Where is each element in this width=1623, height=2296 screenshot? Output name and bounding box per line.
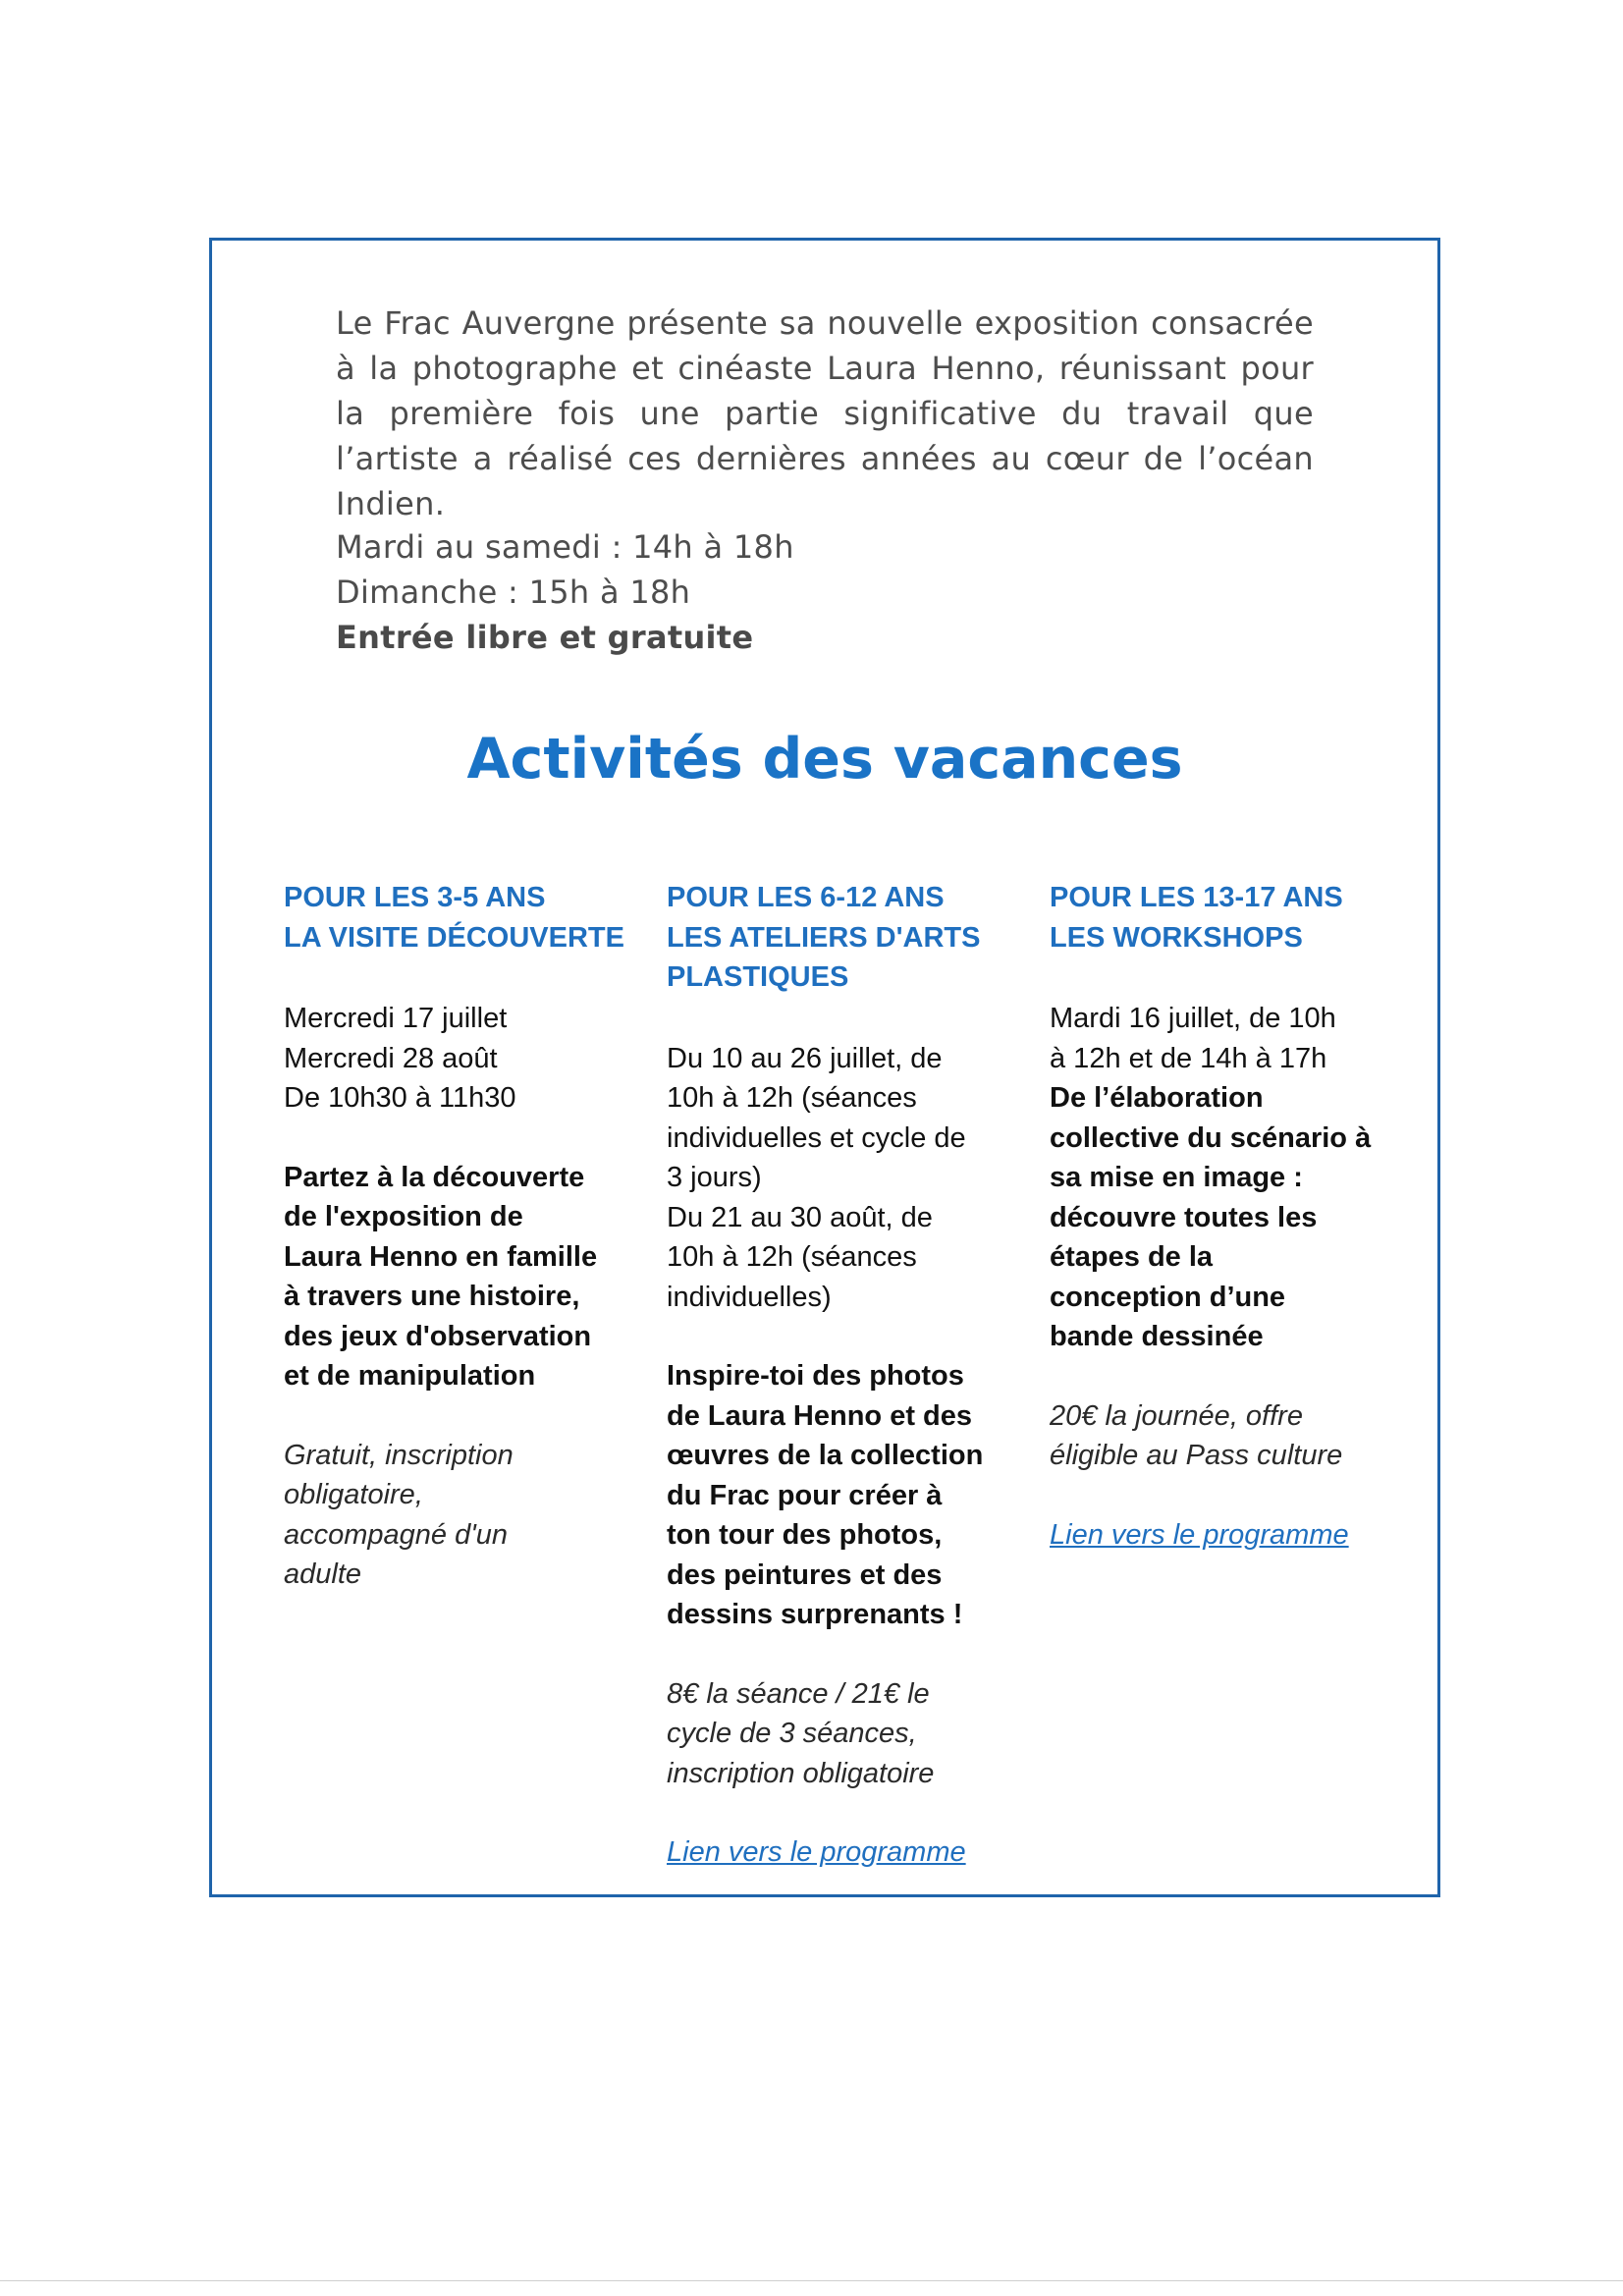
description-line: Inspire-toi des photos xyxy=(667,1360,964,1392)
date-line: individuelles et cycle de xyxy=(667,1121,966,1154)
price-line: adulte xyxy=(284,1558,362,1590)
activity-price xyxy=(1050,1396,1403,1476)
activity-dates xyxy=(284,999,637,1119)
activity-column-3-5 xyxy=(284,878,637,1595)
description-line: Partez à la découverte xyxy=(284,1161,585,1193)
date-line: 10h à 12h (séances xyxy=(667,1082,917,1114)
date-line: Du 10 au 26 juillet, de xyxy=(667,1042,943,1074)
description-line: œuvres de la collection xyxy=(667,1440,984,1471)
description-line: à travers une histoire, xyxy=(284,1281,580,1312)
description-line: De l’élaboration xyxy=(1050,1082,1264,1114)
heading-line: LES WORKSHOPS xyxy=(1050,921,1303,954)
program-link[interactable]: Lien vers le programme xyxy=(667,1836,966,1868)
hours-weekdays: Mardi au samedi : 14h à 18h xyxy=(336,528,794,566)
price-line: 20€ la journée, offre xyxy=(1050,1399,1303,1432)
activity-dates xyxy=(1050,999,1403,1078)
description-line: ton tour des photos, xyxy=(667,1519,943,1551)
activity-dates xyxy=(667,1039,1020,1318)
description-line: étapes de la xyxy=(1050,1241,1214,1273)
activity-price xyxy=(284,1436,637,1595)
activity-column-13-17 xyxy=(1050,878,1403,1555)
date-line: De 10h30 à 11h30 xyxy=(284,1082,516,1114)
link-wrapper xyxy=(667,1832,1020,1873)
program-link[interactable]: Lien vers le programme xyxy=(1050,1518,1349,1551)
description-line: et de manipulation xyxy=(284,1360,536,1392)
opening-hours xyxy=(336,524,794,660)
description-line: des peintures et des xyxy=(667,1558,943,1591)
price-line: accompagné d'un xyxy=(284,1518,509,1551)
date-line: Du 21 au 30 août, de xyxy=(667,1201,933,1233)
column-heading xyxy=(1050,878,1403,957)
date-line: 3 jours) xyxy=(667,1162,762,1193)
heading-line: PLASTIQUES xyxy=(667,961,849,993)
column-heading xyxy=(667,878,1020,998)
description-line: bande dessinée xyxy=(1050,1321,1264,1352)
hours-sunday: Dimanche : 15h à 18h xyxy=(336,574,691,611)
heading-line: LES ATELIERS D'ARTS xyxy=(667,921,981,954)
description-line: conception d’une xyxy=(1050,1281,1286,1313)
section-title: Activités des vacances xyxy=(466,727,1183,792)
page-bottom-rule xyxy=(0,2280,1623,2281)
activity-column-6-12 xyxy=(667,878,1020,1873)
price-line: cycle de 3 séances, xyxy=(667,1718,917,1749)
price-line: obligatoire, xyxy=(284,1479,423,1510)
activity-description xyxy=(667,1356,1020,1635)
price-line: 8€ la séance / 21€ le xyxy=(667,1677,930,1710)
date-line: Mercredi 17 juillet xyxy=(284,1003,508,1034)
description-line: du Frac pour créer à xyxy=(667,1479,943,1511)
description-line: Laura Henno en famille xyxy=(284,1240,598,1273)
heading-line: POUR LES 6-12 ANS xyxy=(667,882,945,913)
date-line: Mercredi 28 août xyxy=(284,1042,498,1074)
entry-info: Entrée libre et gratuite xyxy=(336,619,754,656)
activity-description xyxy=(284,1158,637,1396)
activity-price xyxy=(667,1674,1020,1794)
description-line: des jeux d'observation xyxy=(284,1320,592,1352)
column-heading xyxy=(284,878,637,957)
price-line: inscription obligatoire xyxy=(667,1757,935,1789)
price-line: Gratuit, inscription xyxy=(284,1439,514,1471)
heading-line: POUR LES 3-5 ANS xyxy=(284,882,546,913)
date-line: individuelles) xyxy=(667,1281,832,1313)
description-line: dessins surprenants ! xyxy=(667,1599,963,1630)
intro-paragraph: Le Frac Auvergne présente sa nouvelle exposition consacrée à la photographe et cinéaste Laura Henno, réunissant pour la première fois une partie significative du travail que l’artiste a réalisé ces dernières années au cœur de l’océan Indien. xyxy=(336,304,1314,522)
description-line: de Laura Henno et des xyxy=(667,1399,973,1432)
date-line: 10h à 12h (séances xyxy=(667,1241,917,1273)
activity-description xyxy=(1050,1078,1403,1357)
price-line: éligible au Pass culture xyxy=(1050,1440,1343,1471)
description-line: de l'exposition de xyxy=(284,1201,523,1232)
date-line: à 12h et de 14h à 17h xyxy=(1050,1042,1327,1074)
date-line: Mardi 16 juillet, de 10h xyxy=(1050,1003,1336,1034)
description-line: sa mise en image : xyxy=(1050,1162,1303,1193)
heading-line: POUR LES 13-17 ANS xyxy=(1050,882,1343,913)
description-line: découvre toutes les xyxy=(1050,1201,1318,1233)
description-line: collective du scénario à xyxy=(1050,1121,1372,1154)
heading-line: LA VISITE DÉCOUVERTE xyxy=(284,921,624,954)
link-wrapper xyxy=(1050,1515,1403,1556)
